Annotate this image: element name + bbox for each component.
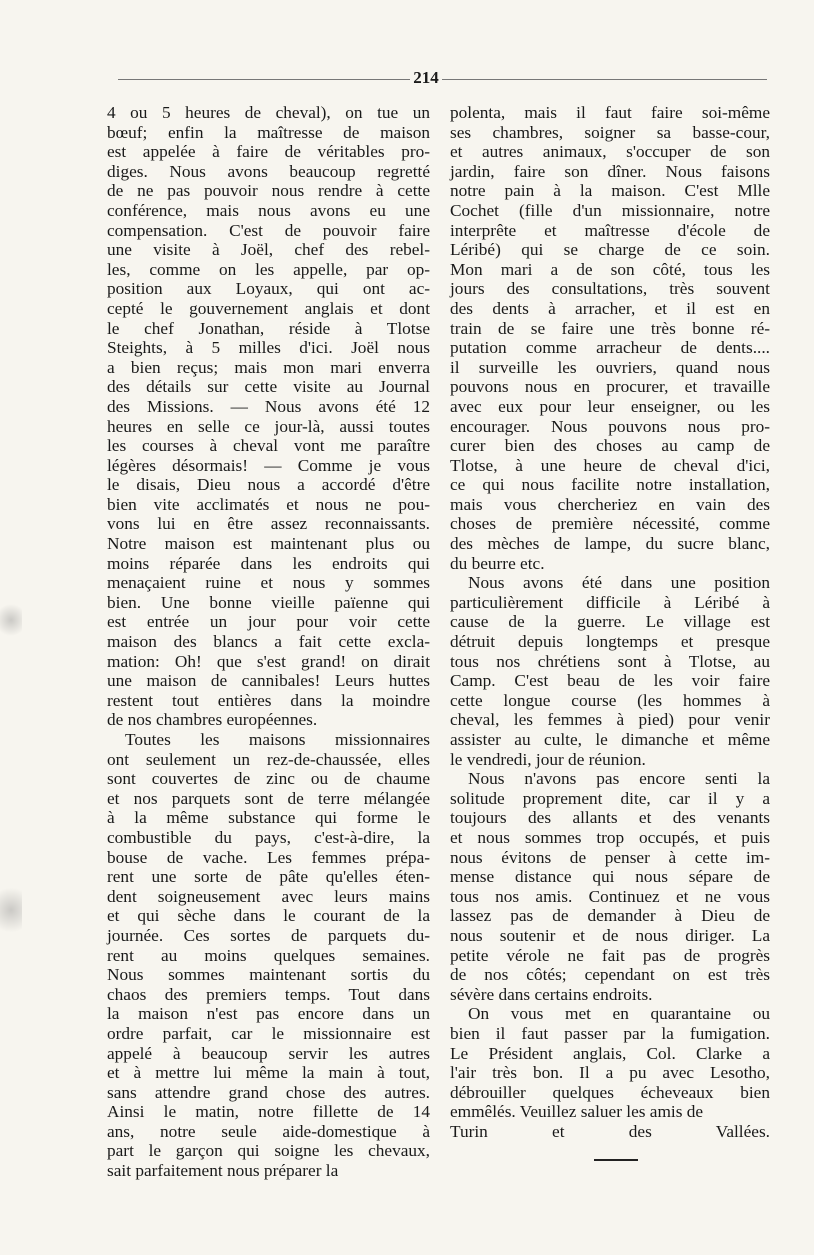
text-line: est entrée un jour pour voir cette: [107, 612, 430, 632]
text-line: mais vous chercheriez en vain des: [450, 494, 770, 514]
text-line: Toutes les maisons missionnaires: [125, 730, 430, 749]
text-line: le chef Jonathan, réside à Tlotse: [107, 318, 430, 338]
text-line: bien il faut passer par la fumigation.: [450, 1023, 770, 1043]
text-line: ses chambres, soigner sa basse-cour,: [450, 122, 770, 142]
text-line: journée. Ces sortes de parquets du-: [107, 925, 430, 945]
header-rule-right: [442, 79, 767, 80]
scan-smudge: [0, 600, 22, 640]
text-line: de ne pas pouvoir nous rendre à cette: [107, 181, 430, 201]
text-line: Cochet (fille d'un missionnaire, notre: [450, 200, 770, 220]
text-line: menaçaient ruine et nous y sommes: [107, 573, 430, 593]
text-line: tous nos amis. Continuez et ne vous: [450, 886, 770, 906]
text-line: curer bien des choses au camp de: [450, 436, 770, 456]
text-line: a bien reçus; mais mon mari enverra: [107, 357, 430, 377]
text-line: conférence, mais nous avons eu une: [107, 200, 430, 220]
text-line: combustible du pays, c'est-à-dire, la: [107, 827, 430, 847]
text-line: il surveille les ouvriers, quand nous: [450, 357, 770, 377]
text-line: ordre parfait, car le missionnaire est: [107, 1023, 430, 1043]
text-line: et nous sommes trop occupés, et puis: [450, 827, 770, 847]
text-line: bien vite acclimatés et nous ne pou-: [107, 494, 430, 514]
text-line: ont seulement un rez-de-chaussée, elles: [107, 749, 430, 769]
text-line: de nos côtés; cependant on est très: [450, 965, 770, 985]
text-line: dent soigneusement avec leurs mains: [107, 886, 430, 906]
text-line: Léribé) qui se charge de ce soin.: [450, 240, 770, 260]
text-line: sans attendre grand chose des autres.: [107, 1082, 430, 1102]
text-line: particulièrement difficile à Léribé à: [450, 592, 770, 612]
text-line: Nous n'avons pas encore senti la: [468, 769, 770, 789]
text-line: mense distance qui nous sépare de: [450, 867, 770, 887]
text-line: encourager. Nous pouvons nous pro-: [450, 416, 770, 436]
text-line: le disais, Dieu nous a accordé d'être: [107, 475, 430, 495]
right-column: [450, 103, 770, 1141]
text-line: ans, notre seule aide-domestique à: [107, 1121, 430, 1141]
text-line: moins réparée dans les endroits qui: [107, 553, 430, 573]
text-line: des détails sur cette visite au Journal: [107, 377, 430, 397]
text-line: polenta, mais il faut faire soi-même: [450, 103, 770, 122]
text-line: petite vérole ne fait pas de progrès: [450, 945, 770, 965]
text-line: cause de la guerre. Le village est: [450, 612, 770, 632]
text-line: l'air très bon. Il a pu avec Lesotho,: [450, 1063, 770, 1083]
text-line: choses de première nécessité, comme: [450, 514, 770, 534]
text-line: interprête et maîtresse d'école de: [450, 220, 770, 240]
end-of-article-rule: [594, 1159, 638, 1161]
text-line: compensation. C'est de pouvoir faire: [107, 220, 430, 240]
text-line: Camp. C'est beau de les voir faire: [450, 671, 770, 691]
text-line: Nous sommes maintenant sortis du: [107, 965, 430, 985]
text-line: cheval, les femmes à pied) pour venir: [450, 710, 770, 730]
text-line: bouse de vache. Les femmes prépa-: [107, 847, 430, 867]
text-line: jours des consultations, très souvent: [450, 279, 770, 299]
text-line: débrouiller quelques écheveaux bien: [450, 1082, 770, 1102]
text-line: tous nos chrétiens sont à Tlotse, au: [450, 651, 770, 671]
text-line: les courses à cheval vont me paraître: [107, 436, 430, 456]
text-line: pouvons nous en procurer, et travaille: [450, 377, 770, 397]
text-line: Le Président anglais, Col. Clarke a: [450, 1043, 770, 1063]
text-line: emmêlés. Veuillez saluer les amis de: [450, 1102, 704, 1122]
text-line: restent tout entières dans la moindre: [107, 690, 430, 710]
text-line: solitude proprement dite, car il y a: [450, 788, 770, 808]
text-line: et à mettre lui même la main à tout,: [107, 1063, 430, 1083]
text-line: les, comme on les appelle, par op-: [107, 259, 430, 279]
text-line: cepté le gouvernement anglais et dont: [107, 298, 430, 318]
text-line: est appelée à faire de véritables pro-: [107, 142, 430, 162]
text-line: Ainsi le matin, notre fillette de 14: [107, 1102, 430, 1122]
text-line: chaos des premiers temps. Tout dans: [107, 984, 430, 1004]
text-line: Mon mari a de son côté, tous les: [450, 259, 770, 279]
text-line: diges. Nous avons beaucoup regretté: [107, 161, 430, 181]
text-line: le vendredi, jour de réunion.: [450, 749, 646, 769]
text-line: Steights, à 5 milles d'ici. Joël nous: [107, 338, 430, 358]
text-line: Turin et des Vallées.: [450, 1121, 770, 1141]
text-line: position aux Loyaux, qui ont ac-: [107, 279, 430, 299]
scan-smudge: [0, 880, 22, 940]
text-line: du beurre etc.: [450, 553, 545, 573]
text-line: train de se faire une très bonne ré-: [450, 318, 770, 338]
text-line: part le garçon qui soigne les chevaux,: [107, 1141, 430, 1161]
text-line: On vous met en quarantaine ou: [468, 1004, 770, 1024]
text-line: et qui sèche dans le courant de la: [107, 906, 430, 926]
text-line: à la même substance qui forme le: [107, 808, 430, 828]
text-line: assister au culte, le dimanche et même: [450, 730, 770, 749]
text-line: des dents à arracher, et il est en: [450, 298, 770, 318]
text-line: une maison de cannibales! Leurs huttes: [107, 671, 430, 691]
text-line: maison des blancs a fait cette excla-: [107, 632, 430, 652]
text-line: sait parfaitement nous préparer la: [107, 1161, 339, 1181]
page-number: 214: [413, 68, 439, 87]
left-column: [107, 103, 430, 1181]
text-line: bien. Une bonne vieille païenne qui: [107, 592, 430, 612]
text-line: Tlotse, à une heure de cheval d'ici,: [450, 455, 770, 475]
text-line: Nous avons été dans une position: [468, 573, 770, 593]
text-line: cette longue course (les hommes à: [450, 690, 770, 710]
text-line: une visite à Joël, chef des rebel-: [107, 240, 430, 260]
text-line: des mèches de lampe, du sucre blanc,: [450, 534, 770, 554]
text-line: putation comme arracheur de dents....: [450, 338, 770, 358]
text-line: sont couvertes de zinc ou de chaume: [107, 769, 430, 789]
text-line: toujours des allants et des venants: [450, 808, 770, 828]
text-line: et nos parquets sont de terre mélangée: [107, 788, 430, 808]
text-line: la maison n'est pas encore dans un: [107, 1004, 430, 1024]
text-line: bœuf; enfin la maîtresse de maison: [107, 122, 430, 142]
text-line: des Missions. — Nous avons été 12: [107, 396, 430, 416]
text-line: détruit depuis longtemps et presque: [450, 632, 770, 652]
text-line: légères désormais! — Comme je vous: [107, 455, 430, 475]
text-line: de nos chambres européennes.: [107, 710, 318, 730]
text-line: jardin, faire son dîner. Nous faisons: [450, 161, 770, 181]
text-line: appelé à beaucoup servir les autres: [107, 1043, 430, 1063]
text-line: nous évitons de penser à cette im-: [450, 847, 770, 867]
text-line: sévère dans certains endroits.: [450, 984, 653, 1004]
header-rule-left: [118, 79, 410, 80]
text-line: ce qui nous facilite notre installation,: [450, 475, 770, 495]
text-line: heures en selle ce jour-là, aussi toutes: [107, 416, 430, 436]
text-line: nous soutenir et de nous diriger. La: [450, 925, 770, 945]
text-line: lassez pas de demander à Dieu de: [450, 906, 770, 926]
text-line: et autres animaux, s'occuper de son: [450, 142, 770, 162]
text-line: rent une sorte de pâte qu'elles éten-: [107, 867, 430, 887]
text-line: vons lui en être assez reconnaissants.: [107, 514, 430, 534]
text-line: 4 ou 5 heures de cheval), on tue un: [107, 103, 430, 122]
text-line: Notre maison est maintenant plus ou: [107, 534, 430, 554]
text-line: avec eux pour leur enseigner, ou les: [450, 396, 770, 416]
text-line: notre pain à la maison. C'est Mlle: [450, 181, 770, 201]
text-line: mation: Oh! que s'est grand! on dirait: [107, 651, 430, 671]
text-line: rent au moins quelques semaines.: [107, 945, 430, 965]
